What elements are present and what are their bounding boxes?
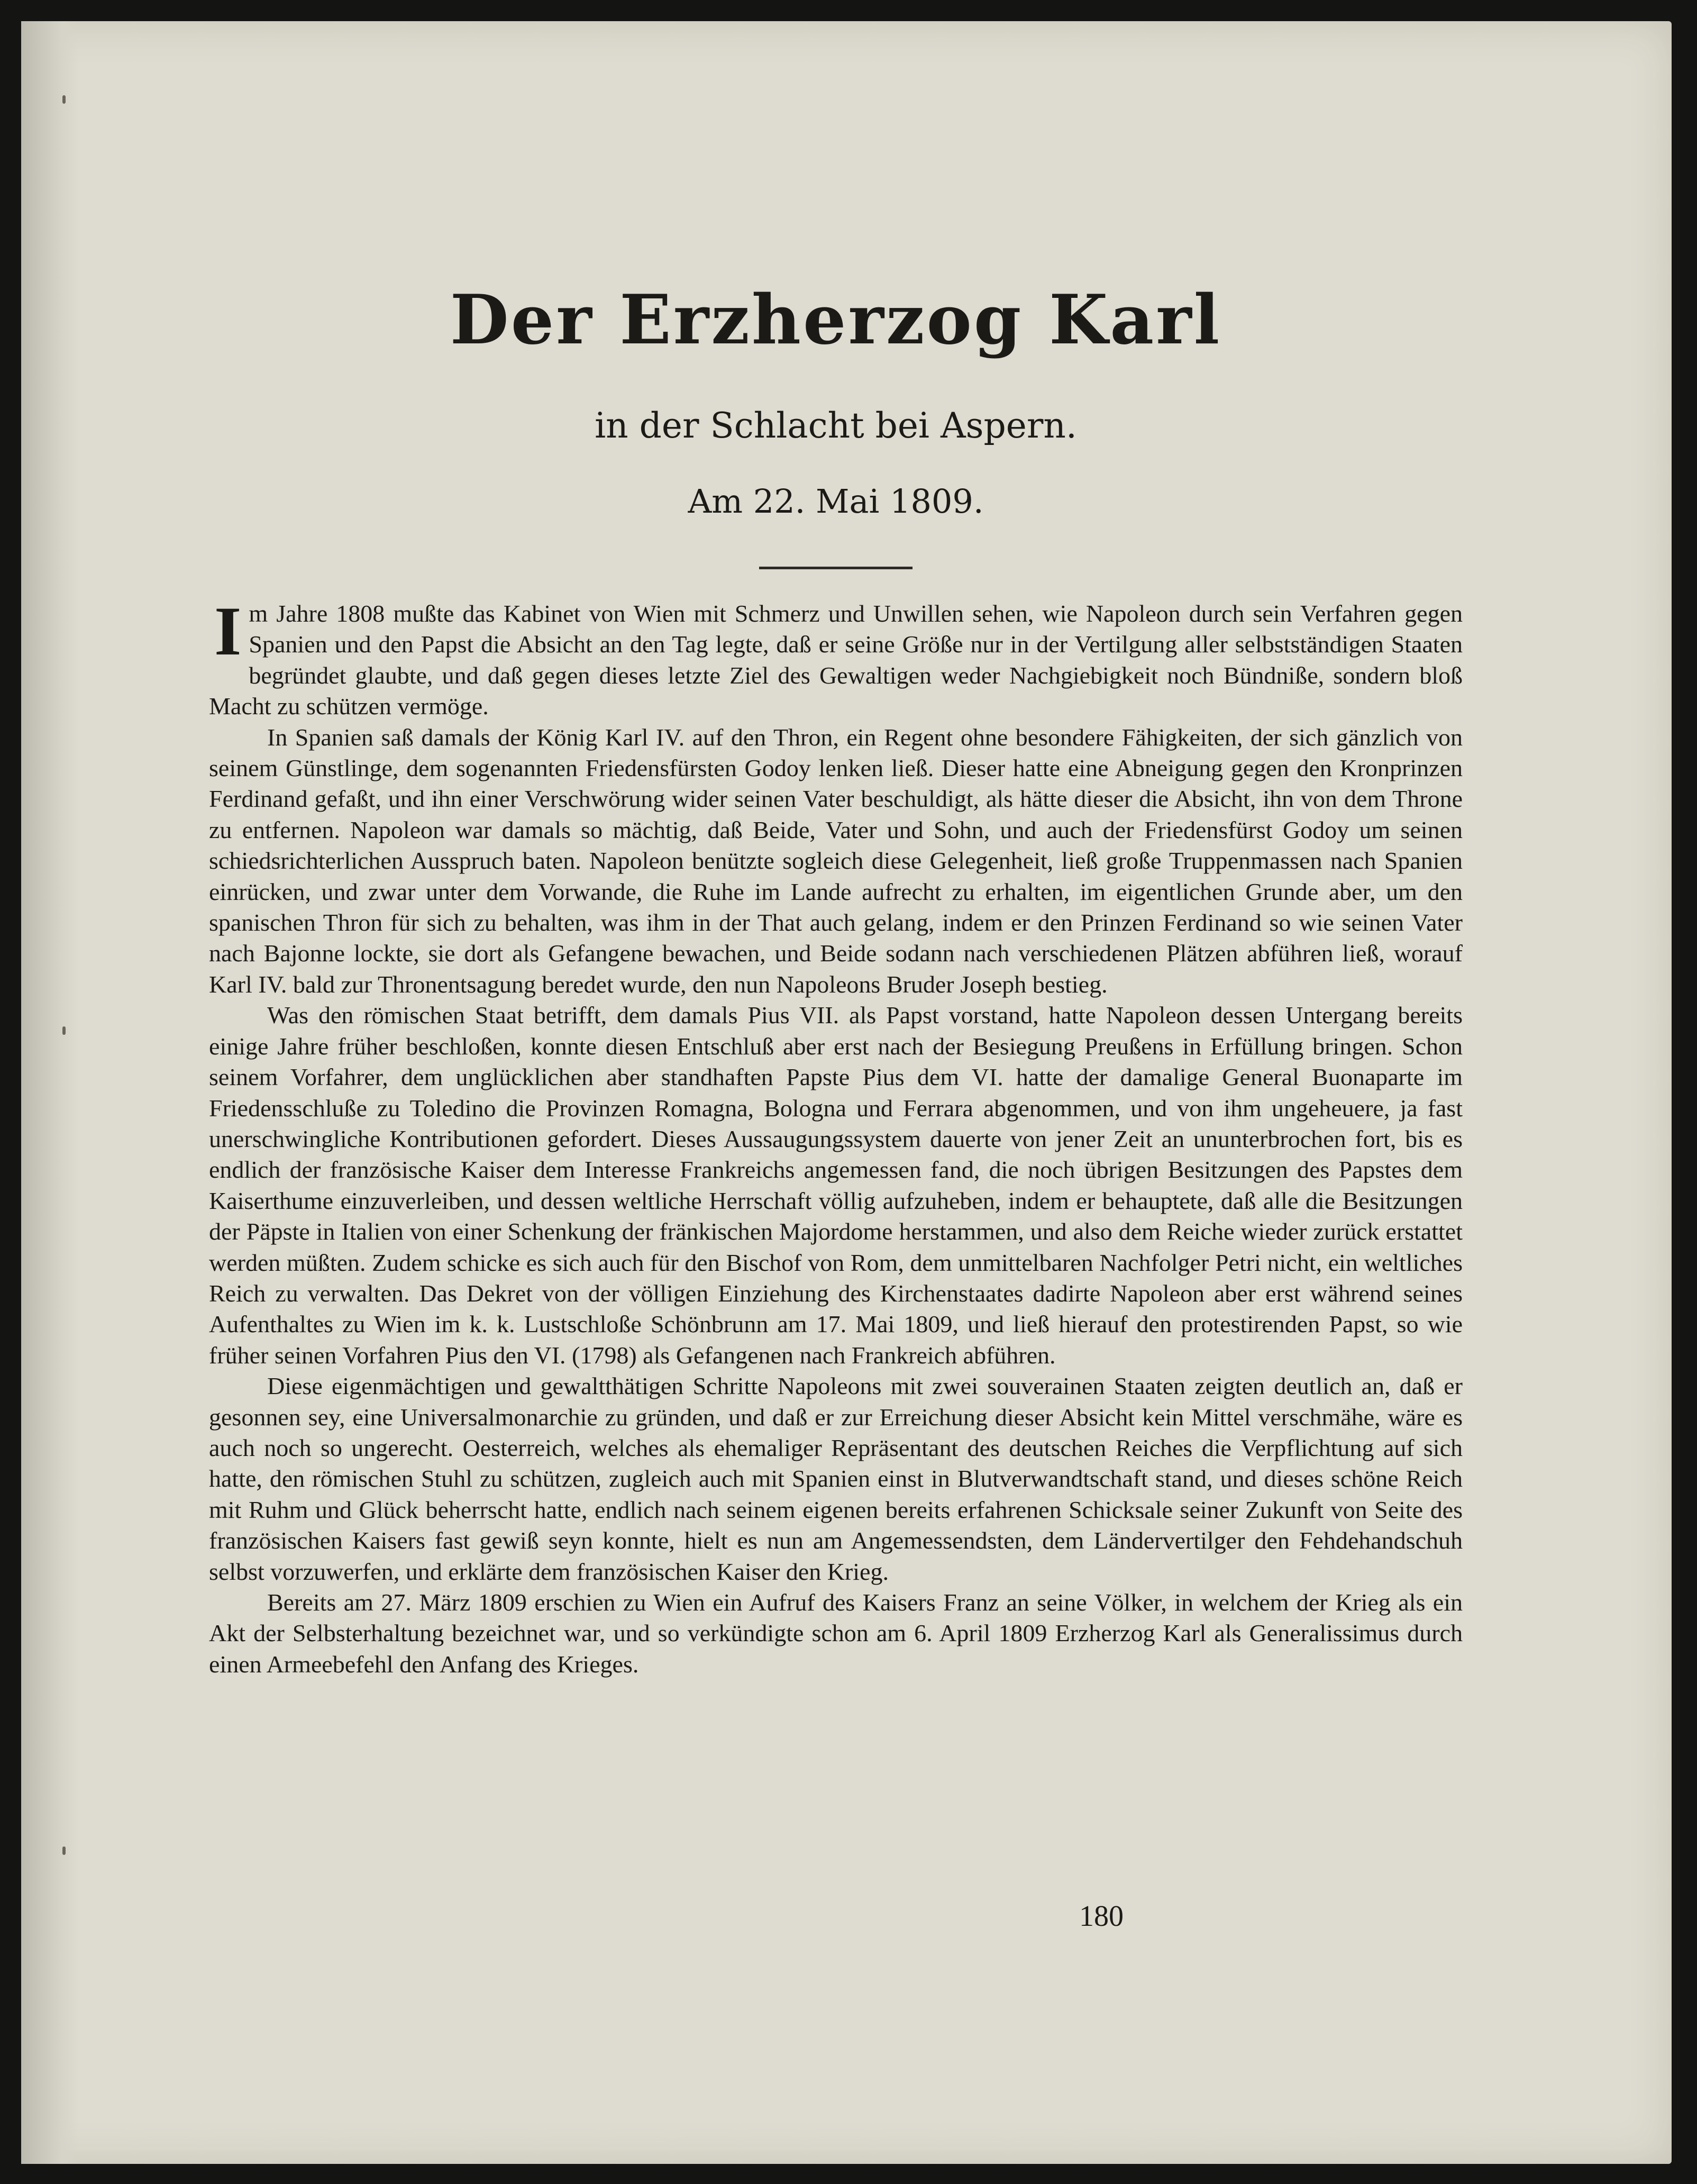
binding-stitch: [62, 95, 66, 104]
paragraph: In Spanien saß damals der König Karl IV. auf den Thron, ein Regent ohne besondere Fähigkeiten, der sich gänzlich von seinem Günstlinge, dem sogenannten Friedensfürsten Godoy lenken ließ. Dieser hatte eine Abneigung gegen den Kronprinzen Ferdinand gefaßt, und ihn einer Verschwörung wider seinen Vater beschuldigt, als hätte dieser die Absicht, ihn von dem Throne zu entfernen. Napoleon war damals so mächtig, daß Beide, Vater und Sohn, und auch der Friedensfürst Godoy um seinen schiedsrichterlichen Ausspruch baten. Napoleon benützte sogleich diese Gelegenheit, ließ große Truppenmassen nach Spanien einrücken, und zwar unter dem Vorwande, die Ruhe im Lande aufrecht zu erhalten, im eigentlichen Grunde aber, um den spanischen Thron für sich zu behalten, was ihm in der That auch gelang, indem er den Prinzen Ferdinand so wie seinen Vater nach Bajonne lockte, sie dort als Gefangene bewachen, und Beide sodann nach verschiedenen Plätzen abführen ließ, worauf Karl IV. bald zur Thronentsagung beredet wurde, den nun Napoleons Bruder Joseph bestieg.: [209, 723, 1463, 998]
article-body: [209, 592, 1463, 1680]
binding-stitch: [62, 1026, 66, 1035]
page-number: 180: [1079, 1900, 1124, 1933]
paragraph: [209, 592, 1463, 722]
paragraph: Was den römischen Staat betrifft, dem damals Pius VII. als Papst vorstand, hatte Napoleon dessen Untergang bereits einige Jahre früher beschloßen, konnte diesen Entschluß aber erst nach der Besiegung Preußens in Erfüllung bringen. Schon seinem Vorfahrer, dem unglücklichen aber standhaften Papste Pius dem VI. hatte der damalige General Buonaparte im Friedensschluße zu Toledino die Provinzen Romagna, Bologna und Ferrara abgenommen, und von ihm ungeheuere, ja fast unerschwingliche Kontributionen gefordert. Dieses Aussaugungssystem dauerte von jener Zeit an ununterbrochen fort, bis es endlich der französische Kaiser dem Interesse Frankreichs angemessen fand, die noch übrigen Besitzungen des Papstes dem Kaiserthume einzuverleiben, und dessen weltliche Herrschaft völlig aufzuheben, indem er behauptete, daß alle die Besitzungen der Päpste in Italien von einer Schenkung der fränkischen Majordome herstammen, und also dem Reiche wieder zurück erstattet werden müßten. Zudem schicke es sich auch für den Bischof von Rom, dem unmittelbaren Nachfolger Petri nicht, ein weltliches Reich zu verwalten. Das Dekret von der völligen Einziehung des Kirchenstaates dadirte Napoleon aber erst während seines Aufenthaltes zu Wien im k. k. Lustschloße Schönbrunn am 17. Mai 1809, und ließ hierauf den protestirenden Papst, so wie früher seinen Vorfahren Pius den VI. (1798) als Gefangenen nach Frankreich abführen.: [209, 1002, 1463, 1369]
article-title: Der Erzherzog Karl: [450, 280, 1222, 360]
page-gutter: [21, 21, 79, 2164]
article: [209, 254, 1463, 1680]
article-date: Am 22. Mai 1809.: [688, 482, 984, 521]
article-subtitle: in der Schlacht bei Aspern.: [595, 405, 1077, 446]
title-divider: [759, 567, 913, 569]
drop-cap: I: [214, 592, 242, 670]
paragraph-text: m Jahre 1808 mußte das Kabinet von Wien mit Schmerz und Unwillen sehen, wie Napoleon durch sein Verfahren gegen Spanien und den Papst die Absicht an den Tag legte, daß er seine Größe nur in der Vertilgung aller selbstständigen Staaten begründet glaubte, und daß gegen dieses letzte Ziel des Gewaltigen weder Nachgiebigkeit noch Bündniße, sondern bloß Macht zu schützen vermöge.: [209, 600, 1463, 720]
binding-stitch: [62, 1846, 66, 1855]
paragraph: Bereits am 27. März 1809 erschien zu Wien ein Aufruf des Kaisers Franz an seine Völker, in welchem der Krieg als ein Akt der Selbsterhaltung bezeichnet war, und so verkündigte schon am 6. April 1809 Erzherzog Karl als Generalissimus durch einen Armeebefehl den Anfang des Krieges.: [209, 1589, 1463, 1678]
paragraph: Diese eigenmächtigen und gewaltthätigen Schritte Napoleons mit zwei souverainen Staaten zeigten deutlich an, daß er gesonnen sey, eine Universalmonarchie zu gründen, und daß er zur Erreichung dieser Absicht kein Mittel verschmähe, wäre es auch noch so ungerecht. Oesterreich, welches als ehemaliger Repräsentant des deutschen Reiches die Verpflichtung auf sich hatte, den römischen Stuhl zu schützen, zugleich auch mit Spanien einst in Blutverwandtschaft stand, und dieses schöne Reich mit Ruhm und Glück beherrscht hatte, endlich nach seinem eigenen bereits erfahrenen Schicksale seiner Zukunft von Seite des französischen Kaisers fast gewiß seyn konnte, hielt es nun am Angemessendsten, dem Ländervertilger den Fehdehandschuh selbst vorzuwerfen, und erklärte dem französischen Kaiser den Krieg.: [209, 1372, 1463, 1585]
